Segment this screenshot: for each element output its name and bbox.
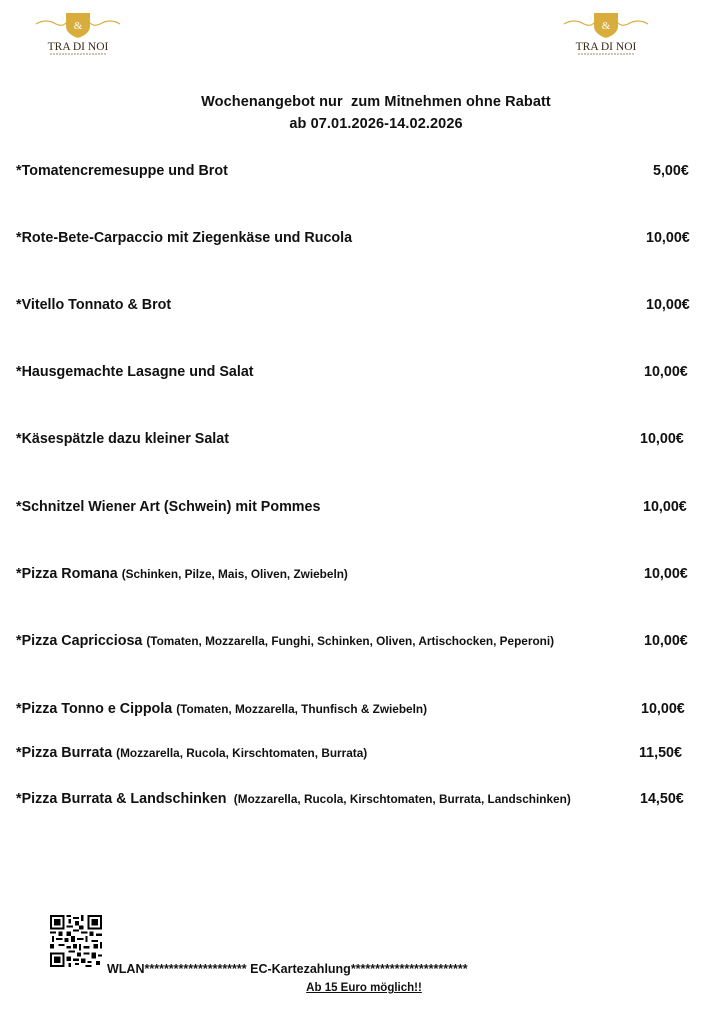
menu-item-price: 10,00€ (641, 701, 685, 717)
menu-item-name: *Tomatencremesuppe und Brot (16, 163, 228, 179)
restaurant-logo-right (556, 8, 656, 58)
menu-item (16, 566, 348, 582)
menu-item-ingredients: (Mozzarella, Rucola, Kirschtomaten, Burrata) (116, 746, 368, 760)
svg-text:&: & (73, 20, 83, 32)
menu-item (16, 230, 352, 246)
offer-date-range: ab 07.01.2026-14.02.2026 (289, 116, 463, 132)
menu-item-price: 14,50€ (640, 791, 684, 807)
logo-emblem-icon (28, 8, 128, 58)
menu-item-name: *Schnitzel Wiener Art (Schwein) mit Pommes (16, 499, 321, 515)
menu-item-name: *Pizza Capricciosa (16, 633, 143, 649)
menu-item-price: 10,00€ (644, 633, 688, 649)
payment-minimum-note (0, 982, 724, 994)
menu-item-ingredients: (Tomaten, Mozzarella, Funghi, Schinken, Oliven, Artischocken, Peperoni) (146, 634, 555, 648)
menu-item-price: 10,00€ (644, 364, 688, 380)
wlan-qr-code-icon[interactable] (50, 915, 102, 967)
menu-item-name: *Pizza Burrata (16, 745, 113, 761)
menu-item (16, 633, 554, 649)
menu-item-price: 11,50€ (639, 745, 682, 761)
menu-item-price: 10,00€ (640, 431, 684, 447)
menu-item (16, 745, 367, 761)
menu-item-name: *Hausgemachte Lasagne und Salat (16, 364, 254, 380)
menu-item (16, 791, 571, 807)
menu-item-name: *Pizza Romana (16, 566, 118, 582)
menu-item (16, 499, 320, 515)
svg-text:TRA DI NOI: TRA DI NOI (47, 41, 109, 53)
menu-item-ingredients: (Mozzarella, Rucola, Kirschtomaten, Burrata, Landschinken) (230, 792, 571, 806)
menu-item-price: 10,00€ (646, 297, 690, 313)
offer-title: Wochenangebot nur zum Mitnehmen ohne Rabatt (201, 94, 551, 110)
menu-item-ingredients: (Tomaten, Mozzarella, Thunfisch & Zwiebeln) (176, 702, 428, 716)
restaurant-logo-left (28, 8, 128, 58)
payment-minimum-text: Ab 15 Euro möglich!! (306, 982, 422, 994)
logo-emblem-icon (556, 8, 656, 58)
menu-item-price: 10,00€ (644, 566, 688, 582)
menu-item-name: *Vitello Tonnato & Brot (16, 297, 172, 313)
menu-item-price: 5,00€ (653, 163, 689, 179)
menu-item (16, 701, 427, 717)
menu-item (16, 364, 254, 380)
menu-item-price: 10,00€ (643, 499, 687, 515)
menu-item-name: *Pizza Tonno e Cippola (16, 701, 173, 717)
menu-item-name: *Pizza Burrata & Landschinken (16, 791, 227, 807)
menu-item-ingredients: (Schinken, Pilze, Mais, Oliven, Zwiebeln) (121, 567, 348, 581)
menu-item-name: *Rote-Bete-Carpaccio mit Ziegenkäse und Rucola (16, 230, 353, 246)
menu-item (16, 297, 171, 313)
svg-text:&: & (601, 20, 611, 32)
menu-item-price: 10,00€ (646, 230, 690, 246)
menu-item (16, 431, 229, 447)
svg-text:TRA DI NOI: TRA DI NOI (575, 41, 637, 53)
payment-info-line: WLAN********************* EC-Kartezahlung************************ (107, 962, 468, 976)
menu-item (16, 163, 228, 179)
menu-item-name: *Käsespätzle dazu kleiner Salat (16, 431, 229, 447)
